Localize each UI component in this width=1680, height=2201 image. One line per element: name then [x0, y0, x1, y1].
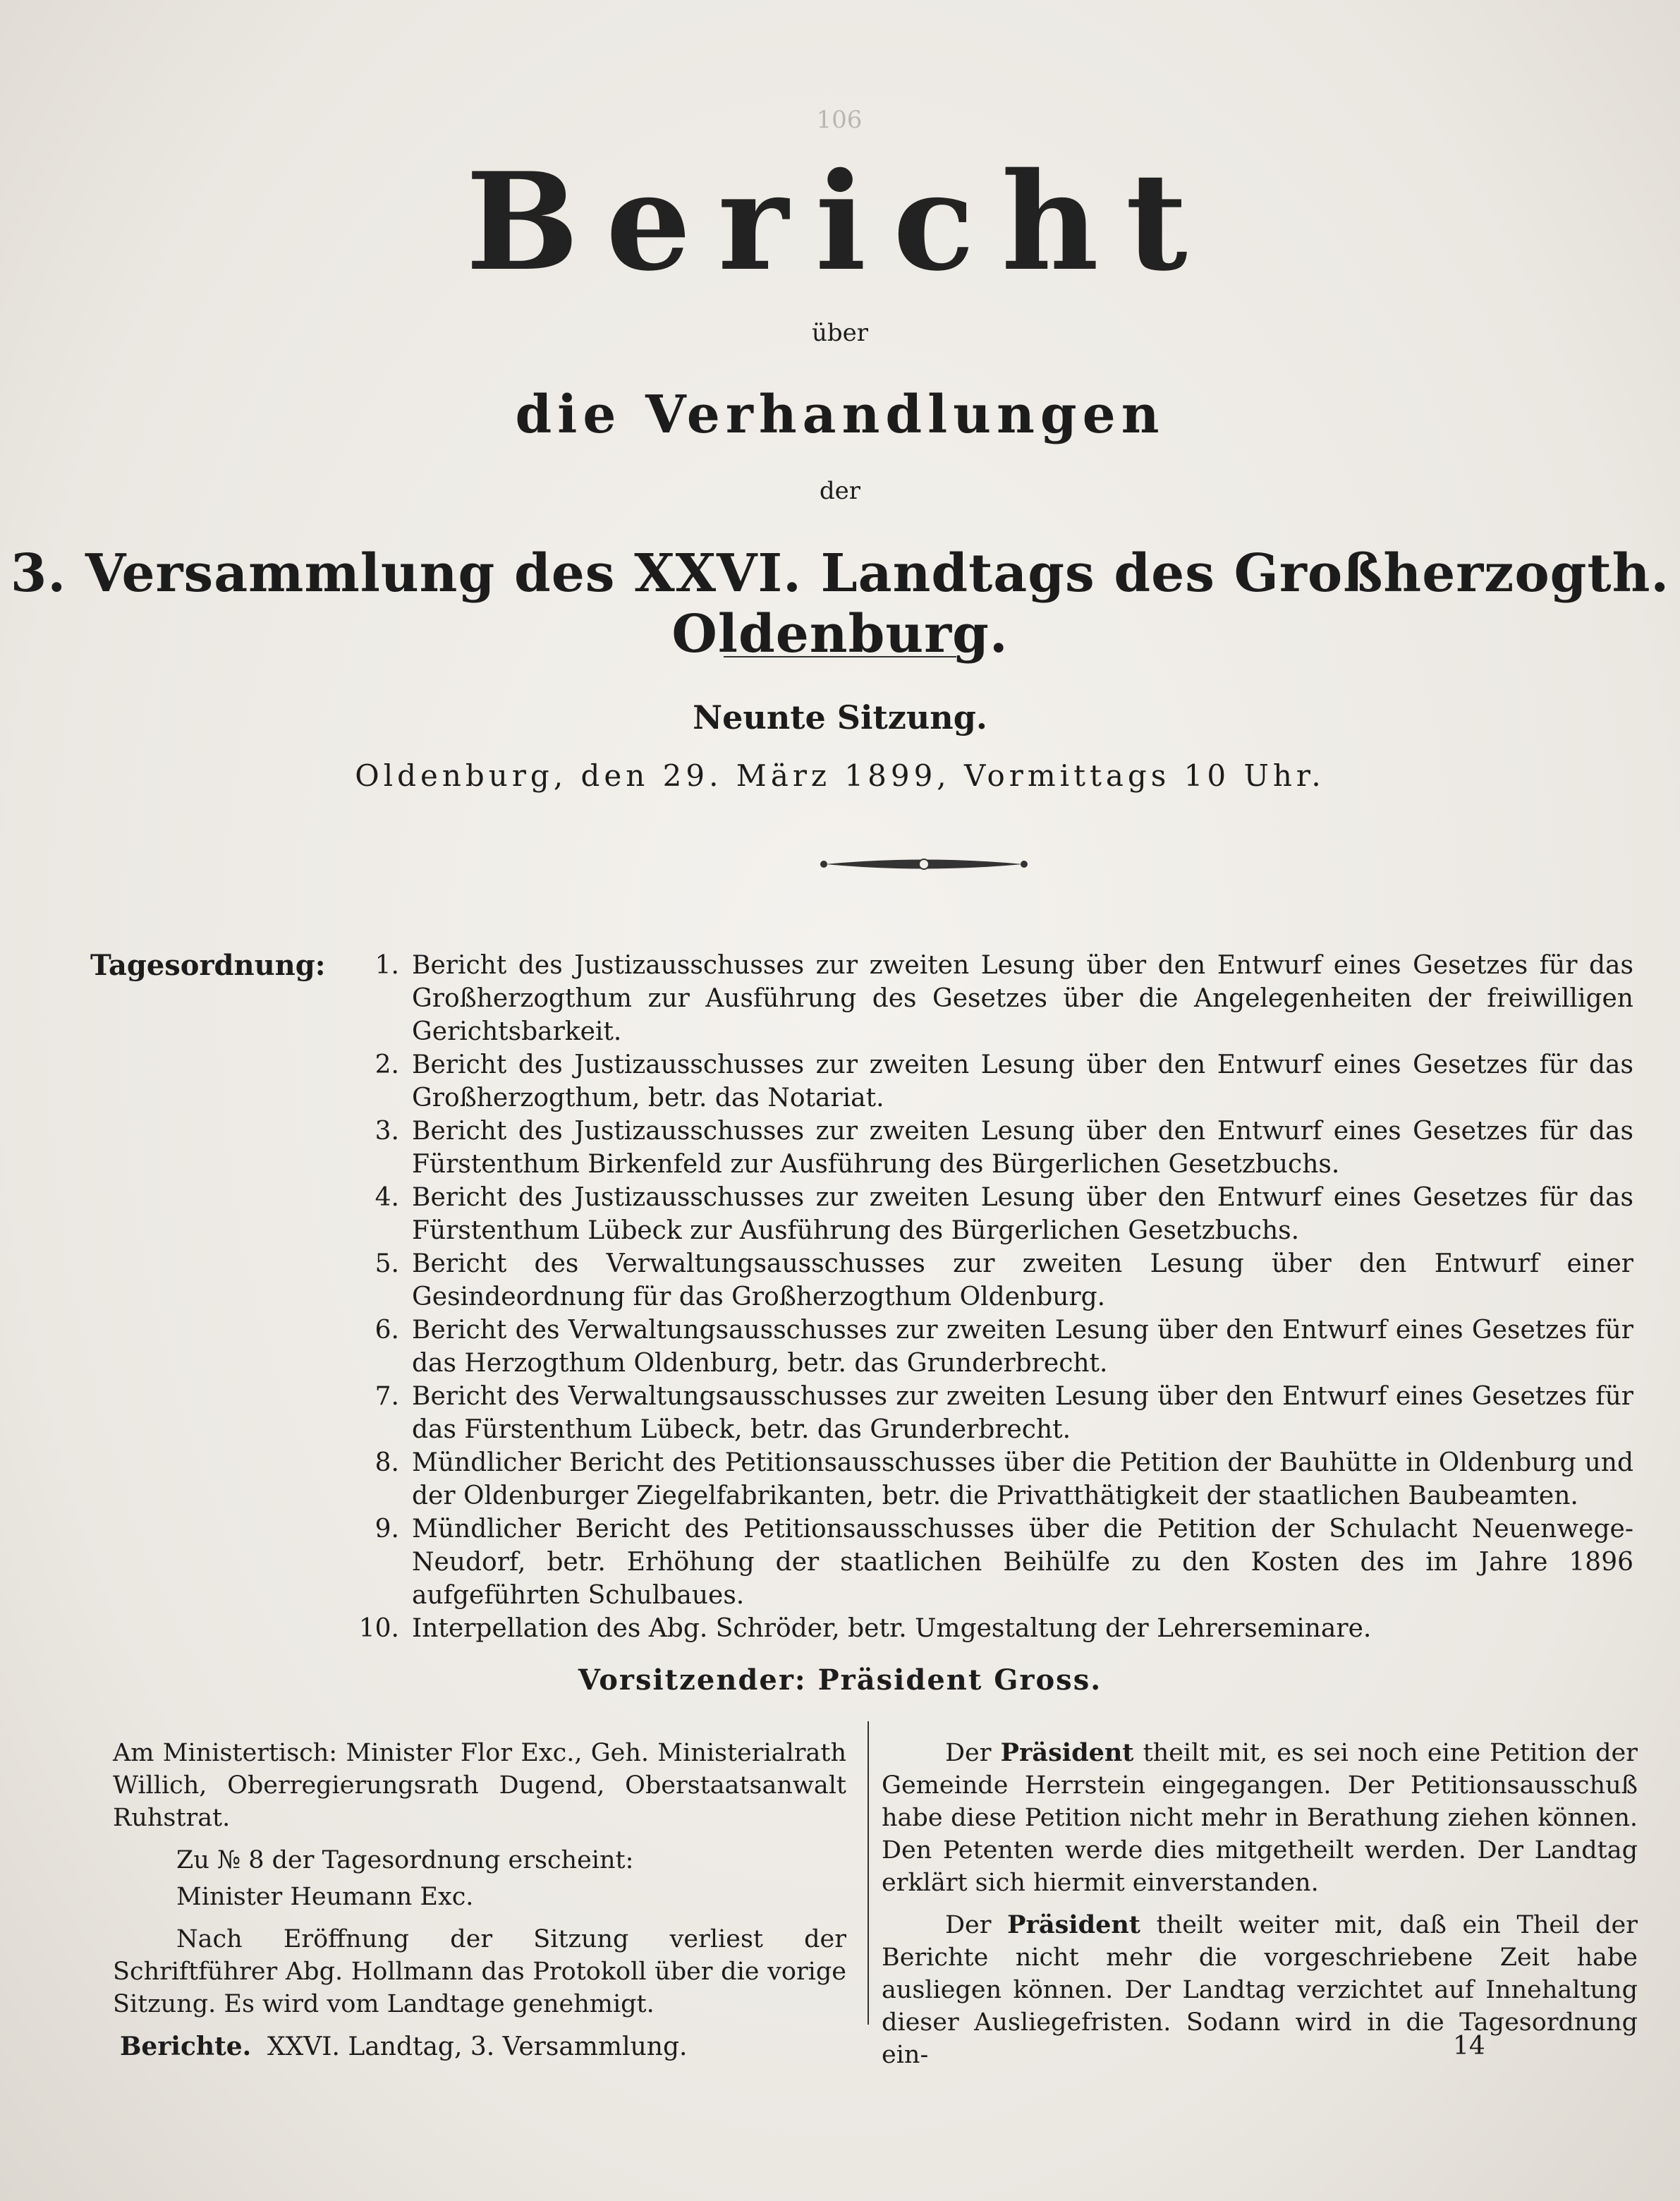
protocol-paragraph: Nach Eröffnung der Sitzung verliest der Schriftführer Abg. Hollmann das Protokoll über die vorige Sitzung. Es wird vom Landtage genehmigt. — [113, 1925, 846, 2018]
agenda-item-number: 9. — [375, 1515, 399, 1544]
assembly-heading: 3. Versammlung des XXVI. Landtags des Großherzogth. Oldenburg. — [10, 543, 1670, 665]
ornament-divider — [818, 852, 1030, 876]
dateline: Oldenburg, den 29. März 1899, Vormittags 10 Uhr. — [355, 758, 1325, 793]
left-column — [113, 1737, 846, 2030]
agenda-item — [343, 1181, 1633, 1247]
agenda-item — [343, 1446, 1633, 1512]
agenda-item-text: Bericht des Verwaltungsausschusses zur zweiten Lesung über den Entwurf eines Gesetzes für das Herzogthum Oldenburg, betr. das Grunderbrecht. — [412, 1316, 1633, 1378]
agenda-note: Zu № 8 der Tagesordnung erscheint: — [176, 1846, 634, 1874]
paragraph-lead: Der — [945, 1739, 992, 1767]
agenda-item — [343, 1115, 1633, 1181]
agenda-item-text: Bericht des Justizausschusses zur zweiten Lesung über den Entwurf eines Gesetzes für das Großherzogthum zur Ausführung des Gesetzes über die Angelegenheiten der freiwilligen Gerichtsbarkeit. — [412, 951, 1633, 1046]
minister-appearing: Minister Heumann Exc. — [176, 1883, 474, 1911]
speaker-name: Präsident — [1007, 1910, 1140, 1939]
agenda-item-text: Bericht des Verwaltungsausschusses zur zweiten Lesung über den Entwurf einer Gesindeordnung für das Großherzogthum Oldenburg. — [412, 1249, 1633, 1311]
chair-line: Vorsitzender: Präsident Gross. — [578, 1663, 1102, 1697]
agenda-list — [343, 949, 1633, 1645]
agenda-item-number: 2. — [375, 1050, 399, 1079]
agenda-item-number: 3. — [375, 1117, 399, 1146]
agenda-item — [343, 1247, 1633, 1314]
agenda-item-text: Bericht des Justizausschusses zur zweiten Lesung über den Entwurf eines Gesetzes für das Fürstenthum Lübeck zur Ausführung des Bürgerlichen Gesetzbuchs. — [412, 1183, 1633, 1245]
column-divider — [868, 1721, 869, 2025]
agenda-item-number: 7. — [375, 1382, 399, 1411]
agenda-item — [343, 1512, 1633, 1612]
agenda-item-text: Bericht des Justizausschusses zur zweiten Lesung über den Entwurf eines Gesetzes für das Großherzogthum, betr. das Notariat. — [412, 1050, 1633, 1112]
agenda-item-number: 1. — [375, 951, 399, 980]
speaker-name: Präsident — [1000, 1738, 1134, 1767]
paragraph-lead: Der — [945, 1911, 992, 1939]
footer-label: Berichte. — [120, 2032, 252, 2061]
right-column — [882, 1737, 1638, 2081]
agenda-item — [343, 1048, 1633, 1115]
agenda-item — [343, 1612, 1633, 1645]
agenda-item-number: 5. — [375, 1249, 399, 1278]
title-connector-der: der — [819, 477, 861, 505]
title-connector-ueber: über — [811, 319, 869, 347]
agenda-item-number: 10. — [358, 1614, 399, 1643]
agenda-item-number: 6. — [375, 1316, 399, 1345]
document-title: Bericht — [465, 143, 1215, 301]
footer-text: XXVI. Landtag, 3. Versammlung. — [267, 2032, 688, 2061]
agenda-item-number: 4. — [375, 1183, 399, 1212]
ministers-present: Am Ministertisch: Minister Flor Exc., Geh. Ministerialrath Willich, Oberregierungsrath Dugend, Oberstaatsanwalt Ruhstrat. — [113, 1739, 846, 1832]
session-heading: Neunte Sitzung. — [693, 698, 987, 736]
document-subtitle: die Verhandlungen — [515, 384, 1165, 445]
agenda-item-text: Mündlicher Bericht des Petitionsausschusses über die Petition der Schulacht Neuenwege-Neudorf, betr. Erhöhung der staatlichen Beihülfe zu den Kosten des im Jahre 1896 aufgeführten Schulbaues. — [412, 1515, 1633, 1610]
agenda-label: Tagesordnung: — [90, 949, 326, 982]
footer-page-number: 14 — [1453, 2032, 1485, 2061]
agenda-item-text: Bericht des Justizausschusses zur zweiten Lesung über den Entwurf eines Gesetzes für das Fürstenthum Birkenfeld zur Ausführung des Bürgerlichen Gesetzbuchs. — [412, 1117, 1633, 1179]
agenda-item — [343, 1380, 1633, 1446]
paragraph-text: theilt mit, es sei noch eine Petition der Gemeinde Herrstein eingegangen. Der Petitionsausschuß habe diese Petition nicht mehr in Berathung ziehen können. Den Petenten werde dies mitgetheilt werden. Der Landtag erklärt sich hiermit einverstanden. — [882, 1739, 1638, 1897]
agenda-item-text: Bericht des Verwaltungsausschusses zur zweiten Lesung über den Entwurf eines Gesetzes für das Fürstenthum Lübeck, betr. das Grunderbrecht. — [412, 1382, 1633, 1444]
heading-divider — [724, 656, 956, 657]
president-paragraph-1 — [882, 1737, 1638, 1899]
president-paragraph-2 — [882, 1909, 1638, 2071]
agenda-item — [343, 949, 1633, 1048]
agenda-item — [343, 1314, 1633, 1380]
agenda-item-text: Mündlicher Bericht des Petitionsausschusses über die Petition der Bauhütte in Oldenburg und der Oldenburger Ziegelfabrikanten, betr. die Privatthätigkeit der staatlichen Baubeamten. — [412, 1448, 1633, 1510]
footer-left — [120, 2032, 687, 2061]
paragraph-text: theilt weiter mit, daß ein Theil der Berichte nicht mehr die vorgeschriebene Zeit habe ausliegen können. Der Landtag verzichtet auf Innehaltung dieser Ausliegefristen. Sodann wird in die Tagesordnung ein- — [882, 1911, 1638, 2069]
agenda-item-text: Interpellation des Abg. Schröder, betr. Umgestaltung der Lehrerseminare. — [412, 1614, 1372, 1643]
page-number-top: 106 — [816, 106, 863, 134]
agenda-item-number: 8. — [375, 1448, 399, 1477]
